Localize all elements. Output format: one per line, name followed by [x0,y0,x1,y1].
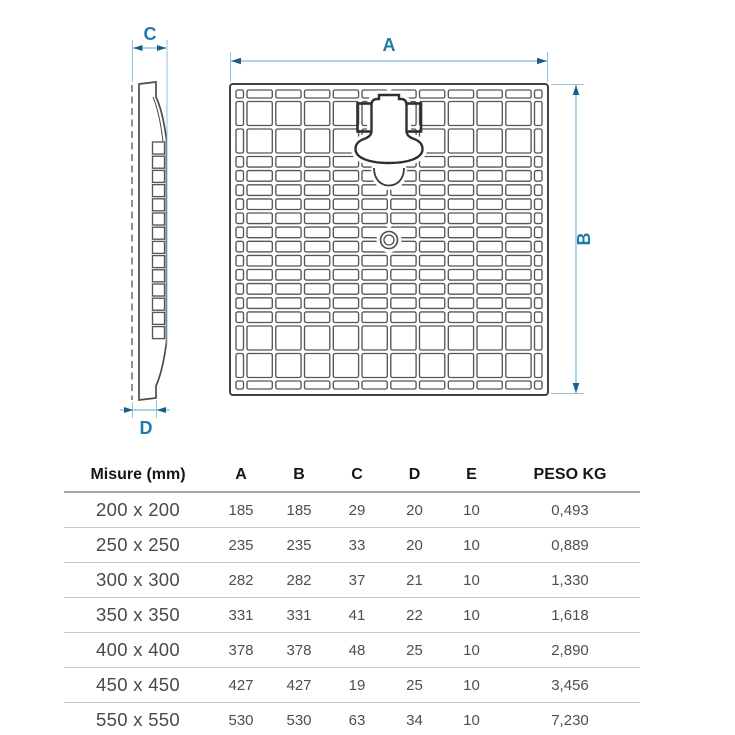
value-cell: 25 [386,668,443,703]
column-header: C [328,462,386,492]
table-row [64,668,640,703]
size-cell: 550 x 550 [64,703,212,735]
column-header: Misure (mm) [64,462,212,492]
value-cell: 10 [443,703,500,735]
size-cell: 200 x 200 [64,492,212,528]
dim-c-arrow-right-icon [157,45,167,51]
value-cell: 19 [328,668,386,703]
side-rib [153,284,165,296]
value-cell: 427 [212,668,270,703]
column-header: B [270,462,328,492]
table-row [64,633,640,668]
value-cell: 20 [386,528,443,563]
dim-a-arrow-right-icon [537,58,547,65]
dim-d-arrow-right-icon [157,407,167,413]
value-cell: 25 [386,633,443,668]
dim-a-arrow-left-icon [231,58,241,65]
column-header: A [212,462,270,492]
table-row [64,598,640,633]
value-cell: 185 [270,492,328,528]
table-header-row [64,462,640,492]
value-cell: 48 [328,633,386,668]
side-view [132,82,167,400]
side-rib [153,142,165,154]
table-row [64,492,640,528]
dim-d-label: D [139,418,153,438]
value-cell: 0,889 [500,528,640,563]
side-rib [153,156,165,168]
side-rib [153,185,165,197]
side-rib [153,256,165,268]
value-cell: 0,493 [500,492,640,528]
table-row [64,563,640,598]
value-cell: 235 [212,528,270,563]
size-cell: 400 x 400 [64,633,212,668]
value-cell: 33 [328,528,386,563]
side-rib [153,312,165,324]
size-cell: 250 x 250 [64,528,212,563]
dim-c-arrow-left-icon [133,45,143,51]
value-cell: 530 [212,703,270,735]
value-cell: 10 [443,668,500,703]
center-ring [377,228,402,253]
value-cell: 235 [270,528,328,563]
dim-b-arrow-top-icon [573,85,580,95]
column-header: D [386,462,443,492]
side-rib [153,327,165,339]
value-cell: 2,890 [500,633,640,668]
side-rib [153,241,165,253]
dim-c-label: C [143,24,157,44]
value-cell: 22 [386,598,443,633]
size-cell: 450 x 450 [64,668,212,703]
top-view [230,84,548,395]
value-cell: 331 [270,598,328,633]
value-cell: 34 [386,703,443,735]
column-header: E [443,462,500,492]
value-cell: 1,618 [500,598,640,633]
table-row [64,528,640,563]
value-cell: 3,456 [500,668,640,703]
side-rib [153,227,165,239]
value-cell: 10 [443,563,500,598]
value-cell: 29 [328,492,386,528]
value-cell: 378 [212,633,270,668]
side-rib [153,199,165,211]
value-cell: 10 [443,598,500,633]
value-cell: 10 [443,528,500,563]
value-cell: 41 [328,598,386,633]
spec-table [64,462,640,735]
value-cell: 331 [212,598,270,633]
dim-b-label: B [574,232,594,246]
size-cell: 300 x 300 [64,563,212,598]
dim-a [231,35,548,82]
value-cell: 10 [443,492,500,528]
value-cell: 37 [328,563,386,598]
value-cell: 282 [212,563,270,598]
value-cell: 21 [386,563,443,598]
dim-b [551,85,594,394]
dim-a-label: A [382,35,396,55]
side-rib [153,170,165,182]
side-rib [153,298,165,310]
value-cell: 63 [328,703,386,735]
side-ribs [153,142,165,339]
value-cell: 530 [270,703,328,735]
side-rib [153,213,165,225]
value-cell: 20 [386,492,443,528]
value-cell: 10 [443,633,500,668]
value-cell: 282 [270,563,328,598]
table-row [64,703,640,735]
value-cell: 185 [212,492,270,528]
value-cell: 427 [270,668,328,703]
value-cell: 378 [270,633,328,668]
dim-b-arrow-bottom-icon [573,383,580,393]
side-rib [153,270,165,282]
size-cell: 350 x 350 [64,598,212,633]
value-cell: 7,230 [500,703,640,735]
value-cell: 1,330 [500,563,640,598]
column-header: PESO KG [500,462,640,492]
dim-d [120,400,170,438]
